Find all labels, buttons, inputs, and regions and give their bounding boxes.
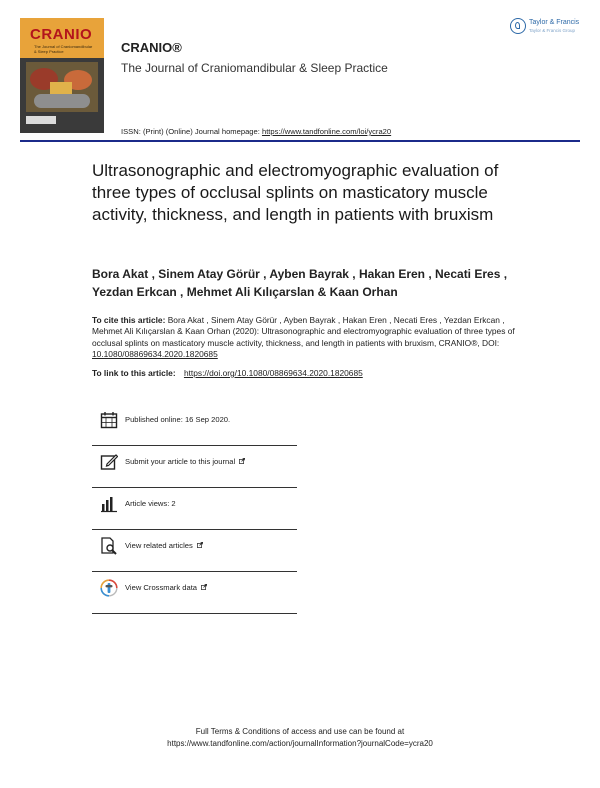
article-link-row (92, 368, 363, 378)
external-link-icon (201, 584, 207, 590)
publisher-logo[interactable] (510, 16, 585, 38)
crossmark-link[interactable] (125, 583, 207, 592)
external-link-icon (197, 542, 203, 548)
terms-footer-line1: Full Terms & Conditions of access and use can be found at (195, 727, 405, 736)
article-title: Ultrasonographic and electromyographic evaluation of three types of occlusal splints on masticatory muscle activity, thickness, and length in patients with bruxism (92, 161, 499, 224)
journal-cover-image (20, 18, 104, 133)
external-link-icon (239, 458, 245, 464)
issn-label: ISSN: (Print) (Online) Journal homepage: (121, 127, 262, 136)
citation-block (92, 315, 522, 361)
publisher-name: Taylor & Francis (529, 19, 580, 26)
published-online-text: Published online: 16 Sep 2020. (125, 415, 231, 424)
article-views-row (92, 488, 297, 530)
bar-chart-icon (100, 495, 118, 513)
publisher-logo-icon (510, 18, 526, 34)
issn-line (121, 127, 391, 136)
submit-article-text: Submit your article to this journal (125, 457, 236, 466)
journal-subtitle: The Journal of Craniomandibular & Sleep Practice (121, 61, 388, 75)
related-articles-row[interactable] (92, 530, 297, 572)
citation-text: Bora Akat , Sinem Atay Görür , Ayben Bayrak , Hakan Eren , Necati Eres , Yezdan Erkcan , Mehmet Ali Kılıçarslan & Kaan Orhan (2020): Ultrasonographic and electromyographic evaluation of three types of occlusal splints on masticatory muscle activity, thickness, and length in patients with bruxism, CRANIO®, DOI: (92, 315, 515, 348)
submit-article-row[interactable] (92, 446, 297, 488)
edit-icon (100, 453, 118, 471)
journal-name: CRANIO® (121, 40, 182, 55)
related-articles-text: View related articles (125, 541, 193, 550)
published-online-row (92, 404, 297, 446)
citation-doi-link[interactable]: 10.1080/08869634.2020.1820685 (92, 349, 218, 360)
submit-article-link[interactable] (125, 457, 245, 466)
publisher-tagline: Taylor & Francis Group (529, 28, 576, 33)
crossmark-text: View Crossmark data (125, 583, 198, 592)
crossmark-row[interactable] (92, 572, 297, 614)
article-link-label: To link to this article: (92, 368, 178, 378)
calendar-icon (100, 411, 118, 429)
article-authors: Bora Akat , Sinem Atay Görür , Ayben Bayrak , Hakan Eren , Necati Eres , Yezdan Erkcan , Mehmet Ali Kılıçarslan & Kaan Orhan (92, 267, 508, 299)
search-document-icon (100, 537, 118, 555)
crossmark-icon (100, 579, 118, 597)
cover-photo (26, 62, 98, 112)
terms-footer (100, 726, 500, 750)
article-views-text: Article views: 2 (125, 499, 176, 508)
cover-title: CRANIO (30, 26, 93, 43)
terms-footer-link[interactable]: https://www.tandfonline.com/action/journalInformation?journalCode=ycra20 (167, 739, 433, 748)
related-articles-link[interactable] (125, 541, 203, 550)
cover-subtitle: The Journal of Craniomandibular & Sleep Practice (34, 44, 93, 54)
cover-logo-strip (26, 116, 56, 124)
divider (92, 613, 297, 614)
header-divider (20, 140, 580, 142)
journal-homepage-link[interactable]: https://www.tandfonline.com/loi/ycra20 (261, 127, 392, 136)
citation-label: To cite this article: (92, 315, 166, 325)
article-doi-link[interactable]: https://doi.org/10.1080/08869634.2020.1820685 (183, 368, 363, 378)
